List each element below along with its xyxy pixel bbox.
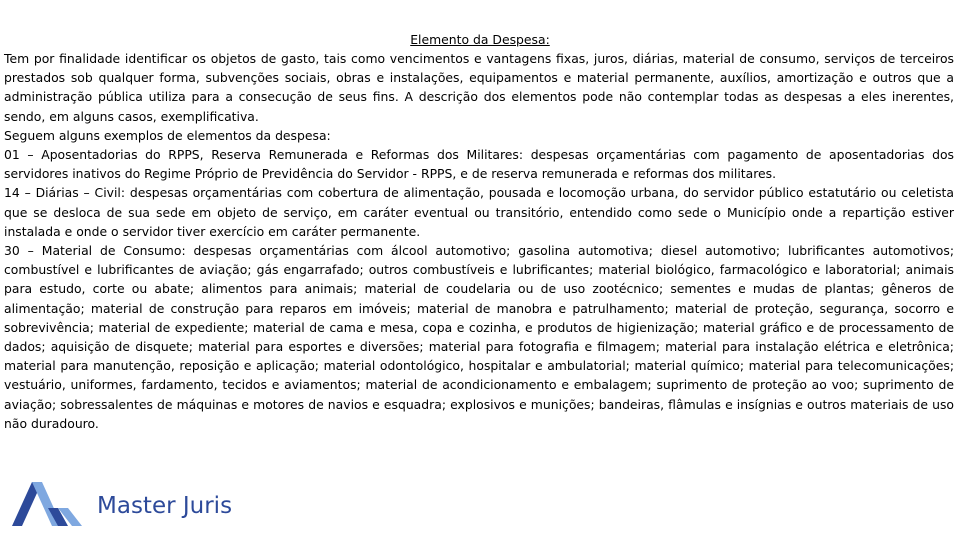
document-body: [4, 49, 954, 433]
expense-item-description: despesas orçamentárias com pagamento de aposentadorias dos servidores inativos do Regime Próprio de Previdência do Servidor - RPPS, e de reserva remunerada e reformas dos militares.: [4, 147, 954, 182]
expense-item-30: [4, 241, 954, 433]
intro-paragraph: Tem por finalidade identificar os objetos de gasto, tais como vencimentos e vantagens fixas, juros, diárias, material de consumo, serviços de terceiros prestados sob qualquer forma, subvenções sociais, obras e instalações, equipamentos e material permanente, auxílios, amortização e outros que a administração pública utiliza para a consecução de seus fins. A descrição dos elementos pode não contemplar todas as despesas a eles inerentes, sendo, em alguns casos, exemplificativa.: [4, 51, 954, 124]
expense-item-description: despesas orçamentárias com álcool automotivo; gasolina automotiva; diesel automotivo; lubrificantes automotivos; combustível e lubrificantes de aviação; gás engarrafado; outros combustíveis e lubrificantes; material biológico, farmacológico e laboratorial; animais para estudo, corte ou abate; alimentos para animais; material de coudelaria ou de uso zootécnico; sementes e mudas de plantas; gêneros de alimentação; material de construção para reparos em imóveis; material de manobra e patrulhamento; material de proteção, segurança, socorro e sobrevivência; material de expediente; material de cama e mesa, copa e cozinha, e produtos de higienização; material gráfico e de processamento de dados; aquisição de disquete; material para esportes e diversões; material para fotografia e filmagem; material para instalação elétrica e eletrônica; material para manutenção, reposição e aplicação; material odontológico, hospitalar e ambulatorial; material químico; material para telecomunicações; vestuário, uniformes, fardamento, tecidos e aviamentos; material de acondicionamento e embalagem; suprimento de proteção ao voo; suprimento de aviação; sobressalentes de máquinas e motores de navios e esquadra; explosivos e munições; bandeiras, flâmulas e insígnias e outros materiais de uso não duradouro.: [4, 243, 954, 431]
master-juris-logo-icon: [10, 478, 84, 534]
expense-item-description: despesas orçamentárias com cobertura de alimentação, pousada e locomoção urbana, do servidor público estatutário ou celetista que se desloca de sua sede em objeto de serviço, em caráter eventual ou transitório, entendido como sede o Município onde a repartição estiver instalada e onde o servidor tiver exercício em caráter permanente.: [4, 185, 954, 239]
expense-item-14: [4, 183, 954, 241]
document-heading: Elemento da Despesa:: [410, 32, 550, 47]
master-juris-logo: [10, 478, 250, 534]
expense-item-term: 01 – Aposentadorias do RPPS, Reserva Remunerada e Reformas dos Militares:: [4, 147, 524, 163]
logo-wordmark: Master Juris: [97, 493, 233, 519]
expense-item-term: 14 – Diárias – Civil:: [4, 185, 126, 201]
examples-intro: Seguem alguns exemplos de elementos da despesa:: [4, 127, 331, 143]
expense-item-term: 30 – Material de Consumo:: [4, 243, 186, 259]
expense-item-01: [4, 145, 954, 183]
